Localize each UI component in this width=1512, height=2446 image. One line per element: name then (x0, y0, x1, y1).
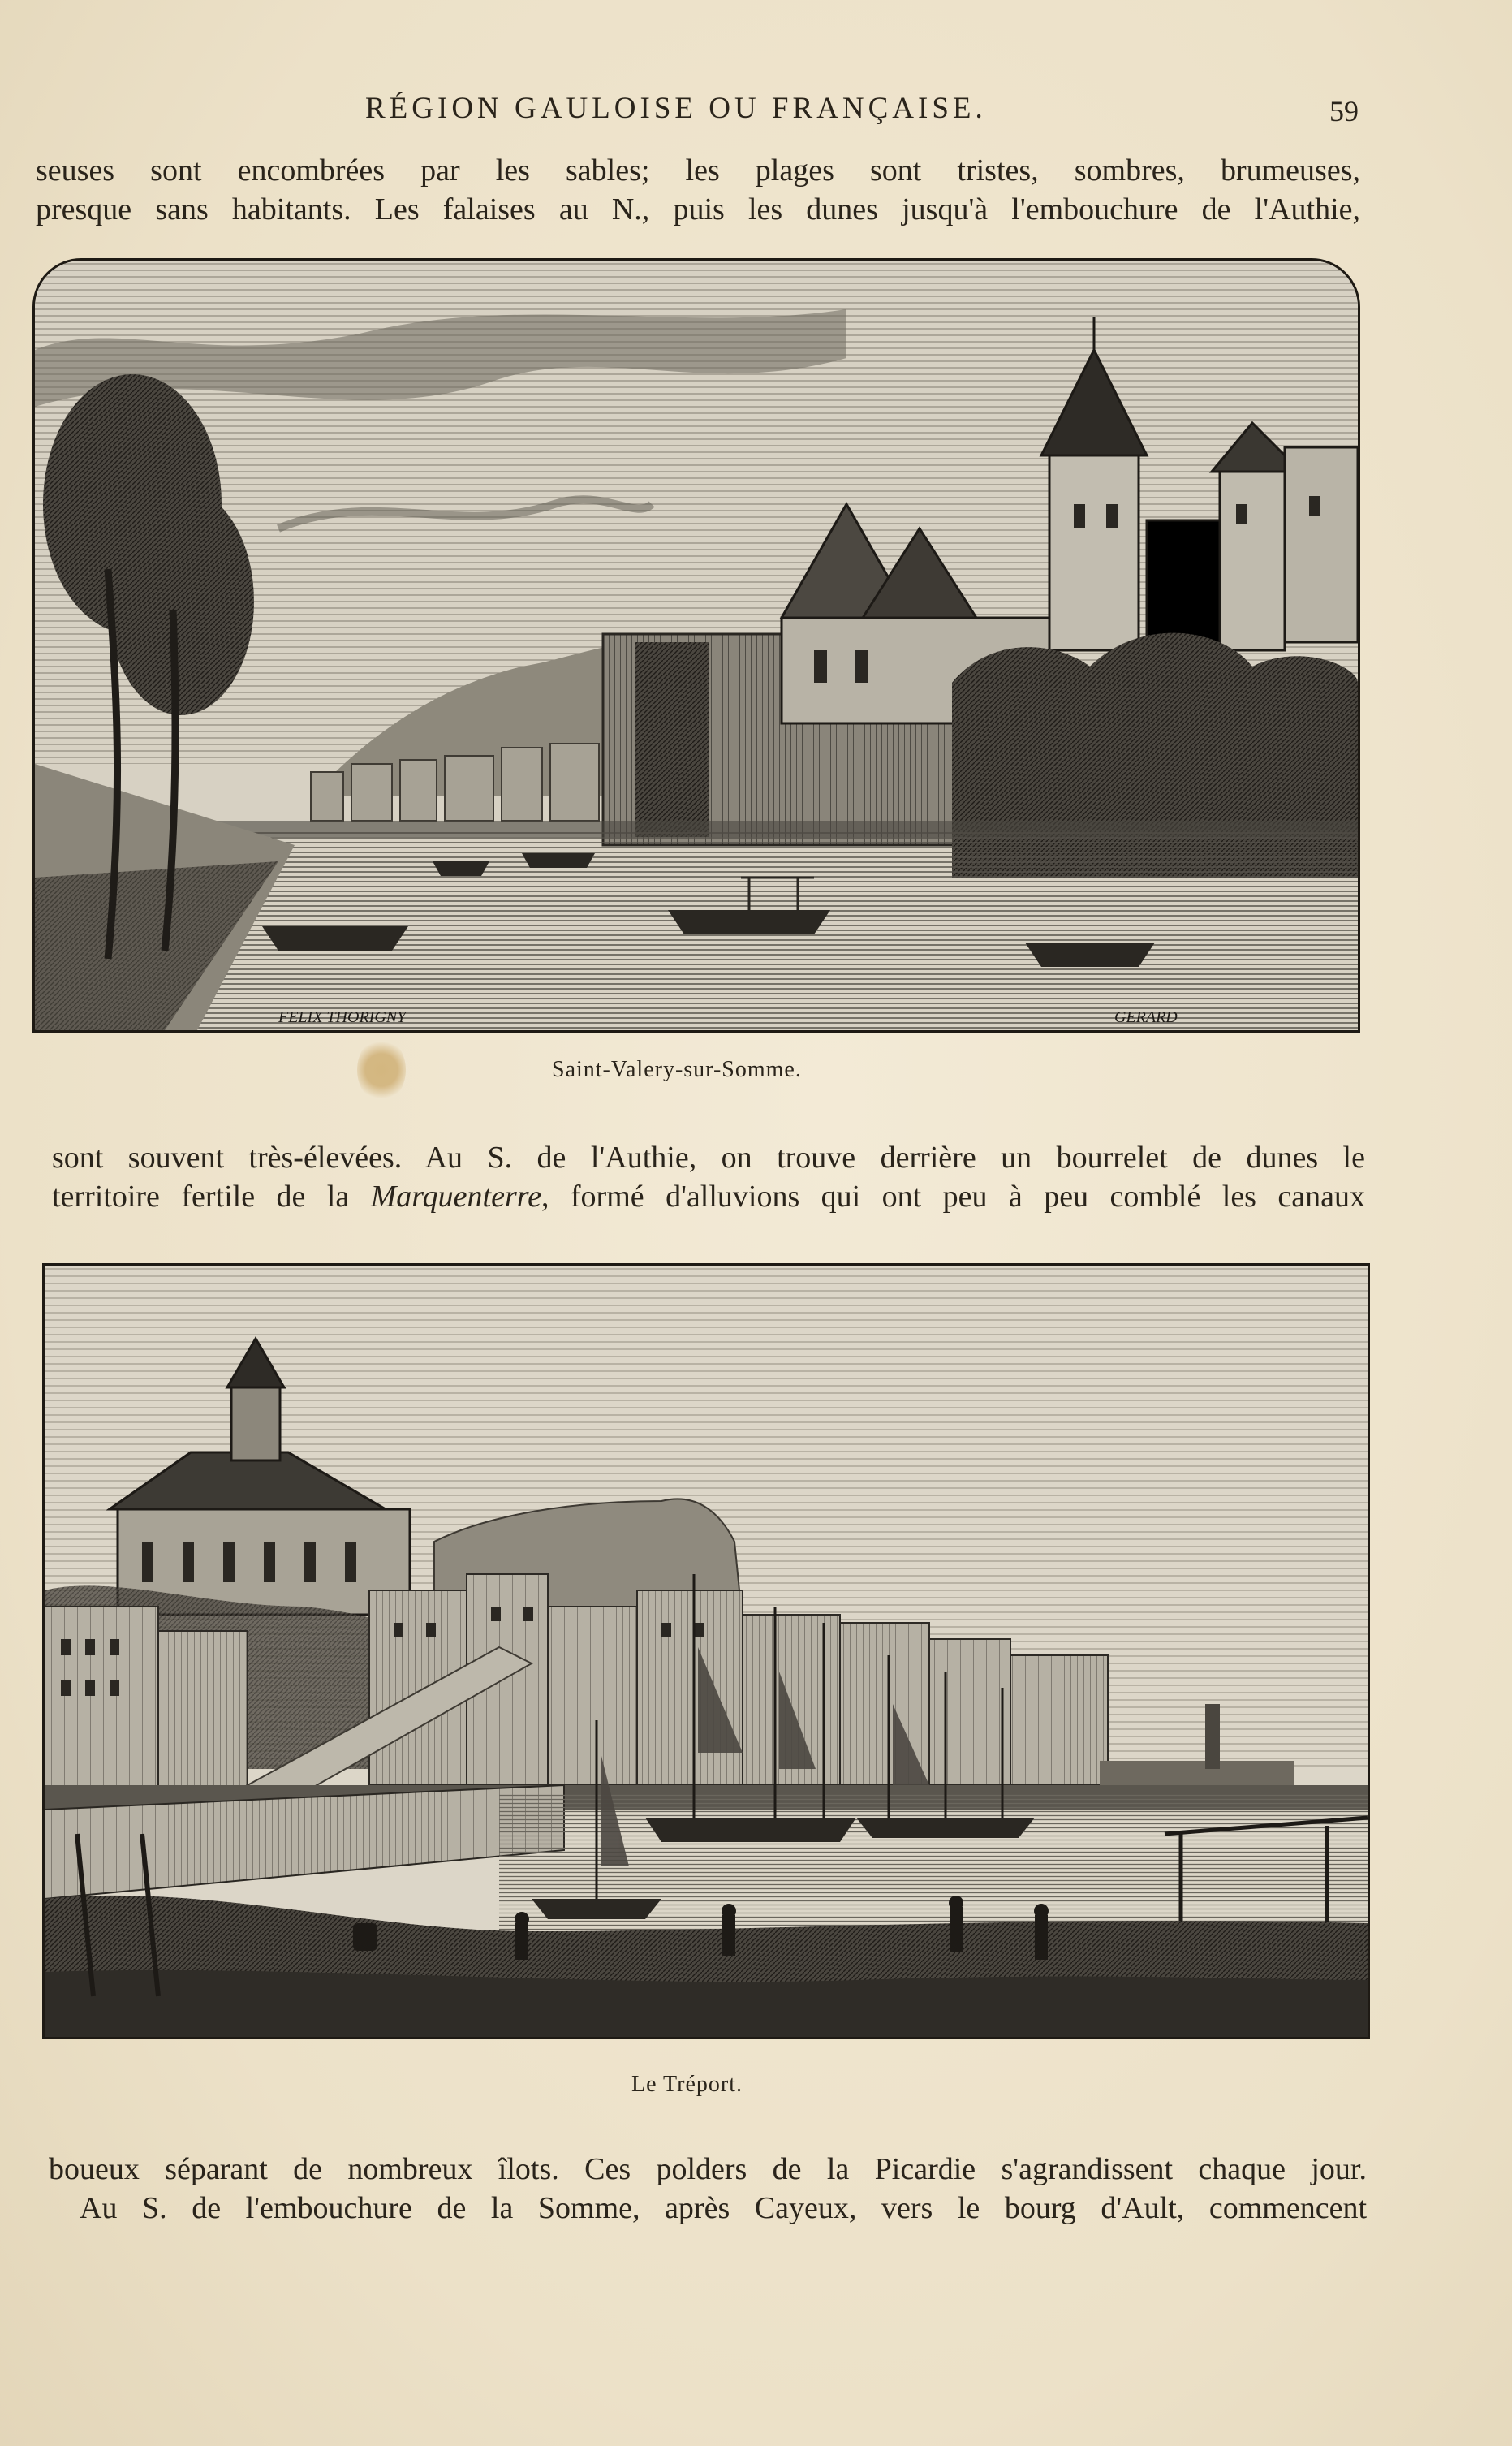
text-line (52, 1177, 1365, 1216)
text-line: boueux séparant de nombreux îlots. Ces polders de la Picardie s'agrandissent chaque jour. (49, 2152, 1367, 2186)
text-fragment: , formé d'alluvions qui ont peu à peu comblé les canaux (541, 1180, 1365, 1214)
text-fragment: territoire fertile de la (52, 1180, 371, 1214)
caption-le-treport: Le Tréport. (631, 2072, 743, 2097)
running-title: RÉGION GAULOISE OU FRANÇAISE. (365, 92, 987, 125)
svg-text:GERARD: GERARD (1114, 1008, 1178, 1026)
page-number: 59 (1329, 95, 1359, 127)
svg-text:FELIX THORIGNY: FELIX THORIGNY (278, 1008, 407, 1026)
illustration-le-treport (42, 1263, 1370, 2039)
text-line: sont souvent très-élevées. Au S. de l'Authie, on trouve derrière un bourrelet de dunes le (52, 1141, 1365, 1175)
paragraph-top (36, 151, 1360, 229)
signature-right (1114, 1008, 1178, 1026)
paragraph-bottom (49, 2150, 1367, 2228)
italic-place-name: Marquenterre (370, 1180, 541, 1214)
illustration-saint-valery (32, 258, 1360, 1033)
signature-left (278, 1008, 407, 1026)
page-header (0, 91, 1512, 140)
caption-saint-valery: Saint-Valery-sur-Somme. (552, 1057, 802, 1082)
text-line: Au S. de l'embouchure de la Somme, après Cayeux, vers le bourg d'Ault, commencent (80, 2191, 1367, 2225)
engraving-saint-valery (35, 261, 1358, 1030)
paragraph-middle (52, 1138, 1365, 1216)
engraving-le-treport (45, 1266, 1368, 2037)
paper-stain (357, 1038, 406, 1102)
text-line: presque sans habitants. Les falaises au N., puis les dunes jusqu'à l'embouchure de l'Authie, (36, 192, 1360, 226)
text-line: seuses sont encombrées par les sables; les plages sont tristes, sombres, brumeuses, (36, 153, 1360, 188)
